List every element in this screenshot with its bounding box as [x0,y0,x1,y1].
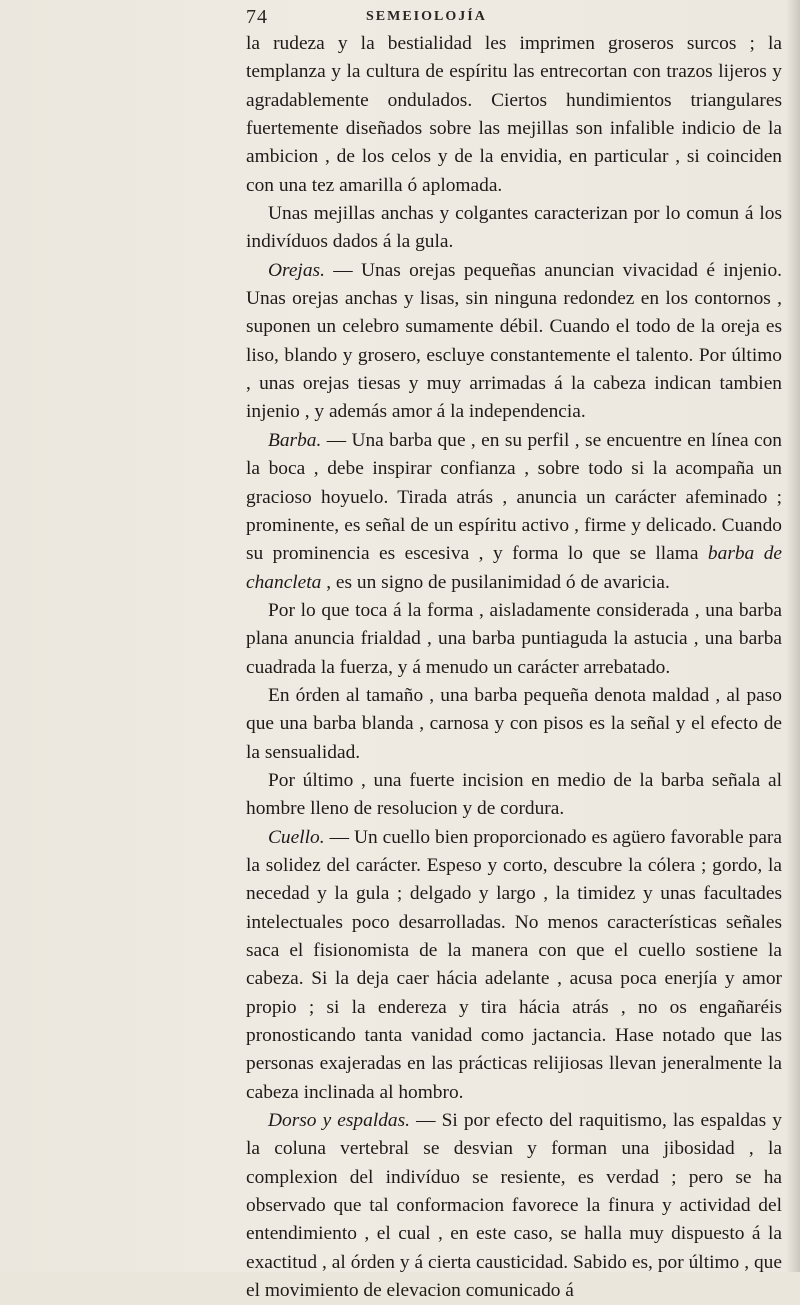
section-heading-cuello: Cuello. [268,826,325,848]
paragraph-text: Por lo que toca á la forma , aisladamente considerada , una barba plana anuncia frialdad , una barba puntiaguda la astucia , una barba cuadrada la fuerza, y á menudo un carácter arrebatado. [246,599,782,678]
paragraph-text: Por último , una fuerte incision en medio de la barba señala al hombre lleno de resolucion y de cordura. [246,769,782,820]
italic-term: barba de chancleta [246,543,782,593]
paragraph-dorso [246,1107,782,1305]
paragraph-text: Unas mejillas anchas y colgantes caracterizan por lo comun á los indivíduos dados á la gula. [246,203,782,253]
section-heading-orejas: Orejas. [268,259,325,281]
page-edge-shadow [786,0,800,1272]
paragraph-mejillas-gula [246,200,782,257]
paragraph-barba-tamano [246,682,782,767]
paragraph-mejillas-continued [246,30,782,200]
section-heading-barba: Barba. [268,429,322,451]
paragraph-text: — Una barba que , en su perfil , se encuentre en línea con la boca , debe inspirar confianza , sobre todo si la acompaña un gracioso hoyuelo. Tirada atrás , anuncia un carácter afeminado ; prominente, es señal de un espíritu activo , firme y delicado. Cuando su prominencia es escesiva , y forma lo que se llama [246,429,782,565]
body-text [246,30,782,1305]
running-head: SEMEIOLOJÍA [366,9,487,24]
paragraph-text: la rudeza y la bestialidad les imprimen groseros surcos ; la templanza y la cultura de espíritu las entrecortan con trazos lijeros y agradablemente ondulados. Ciertos hundimientos triangulares fuertemente diseñados sobre las mejillas son infalible indicio de la ambicion , de los celos y de la envidia, en particular , si coinciden con una tez amarilla ó aplomada. [246,33,782,196]
section-heading-dorso: Dorso y espaldas. [268,1110,410,1132]
page-header [246,6,586,32]
paragraph-barba-forma [246,597,782,682]
paragraph-barba [246,427,782,597]
paragraph-cuello [246,824,782,1107]
paragraph-barba-incision [246,767,782,824]
paragraph-text: — Un cuello bien proporcionado es agüero favorable para la solidez del carácter. Espeso y corto, descubre la cólera ; gordo, la necedad y la gula ; delgado y largo , la timidez y unas facultades intelectuales poco desarrolladas. No menos características señales saca el fisionomista de la manera con que el cuello sostiene la cabeza. Si la deja caer hácia adelante , acusa poca enerjía y amor propio ; si la endereza y tira hácia atrás , no os engañaréis pronosticando tanta vanidad como jactancia. Hase notado que las personas exajeradas en las prácticas relijiosas llevan jeneralmente la cabeza inclinada al hombro. [246,826,782,1103]
paragraph-text: — Unas orejas pequeñas anuncian vivacidad é injenio. Unas orejas anchas y lisas, sin ninguna redondez en los contornos , suponen un celebro sumamente débil. Cuando el todo de la oreja es liso, blando y grosero, escluye constantemente el talento. Por último , unas orejas tiesas y muy arrimadas á la cabeza indican tambien injenio , y además amor á la independencia. [246,259,782,423]
paragraph-text: En órden al tamaño , una barba pequeña denota maldad , al paso que una barba blanda , carnosa y con pisos es la señal y el efecto de la sensualidad. [246,684,782,763]
page-number: 74 [246,6,268,28]
paragraph-text: , es un signo de pusilanimidad ó de avaricia. [321,571,670,593]
paragraph-text: — Si por efecto del raquitismo, las espaldas y la coluna vertebral se desvian y forman una jibosidad , la complexion del indivíduo se resiente, es verdad ; pero se ha observado que tal conformacion favorece la finura y actividad del entendimiento , el cual , en este caso, se halla muy dispuesto á la exactitud , al órden y á cierta causticidad. Sabido es, por último , que el movimiento de elevacion comunicado á [246,1110,782,1302]
paragraph-orejas [246,257,782,427]
